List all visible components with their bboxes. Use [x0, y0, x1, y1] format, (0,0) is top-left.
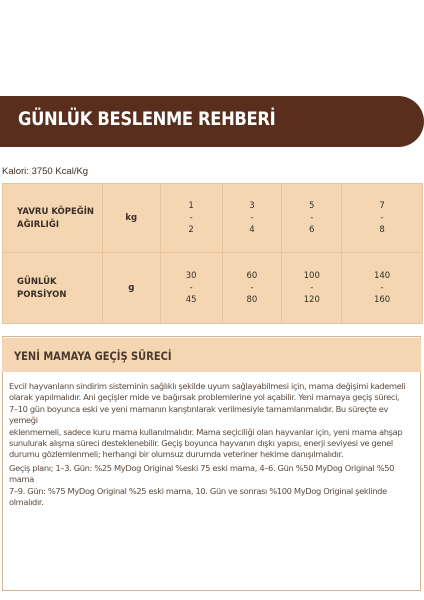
table-cell	[222, 253, 282, 324]
range-end: 120	[303, 295, 320, 305]
weight-label-line1: YAVRU KÖPEĞİN	[17, 206, 95, 217]
table-cell	[160, 184, 222, 253]
table-cell	[222, 184, 282, 253]
range-separator: -	[380, 283, 384, 293]
range-start: 1	[188, 201, 194, 211]
text-line: olarak yapılmalıdır. Ani geçişler mide ve bağırsak problemlerine yol açabilir. Yeni mamaya geçiş süreci,	[9, 392, 400, 403]
range-separator: -	[310, 213, 314, 223]
transition-title: YENİ MAMAYA GEÇİŞ SÜRECİ	[14, 349, 172, 363]
text-line: Geçiş planı; 1–3. Gün: %25 MyDog Original %eski 75 eski mama, 4–6. Gün %50 MyDog Original %50 mama	[9, 463, 395, 485]
range-end: 2	[188, 225, 194, 235]
range-start: 7	[379, 201, 385, 211]
table-cell	[282, 184, 342, 253]
table-cell	[282, 253, 342, 324]
portion-label-line1: GÜNLÜK	[17, 276, 57, 287]
text-line: Evcil hayvanların sindirim sisteminin sağlıklı şekilde uyum sağlayabilmesi için, mama değişimi kademeli	[9, 381, 406, 391]
weight-unit: kg	[102, 184, 160, 253]
range-end: 8	[379, 225, 385, 235]
range-separator: -	[380, 213, 384, 223]
feeding-table	[2, 183, 423, 324]
page-title: GÜNLÜK BESLENME REHBERİ	[18, 108, 276, 130]
range-start: 140	[373, 271, 391, 281]
range-separator: -	[310, 283, 314, 293]
text-line: 7–10 gün boyunca eski ve yeni mamanın karıştırılarak verilmesiyle tamamlanmalıdır. Bu süreçte ev yemeği	[9, 403, 389, 426]
range-start: 100	[303, 271, 320, 281]
range-separator: -	[250, 213, 254, 223]
text-line: durumu gözlemlenmeli; herhangi bir olumsuz durumda veteriner hekime danışılmalıdır.	[9, 449, 344, 460]
calorie-info: Kalori: 3750 Kcal/Kg	[2, 166, 89, 177]
range-start: 3	[249, 201, 255, 211]
portion-label	[3, 253, 103, 324]
text-line: sunulurak alışma süreci desteklenebilir. Geçiş boyunca hayvanın dışkı yapısı, enerji seviyesi ve genel	[9, 438, 393, 449]
transition-paragraph-2	[9, 463, 414, 509]
range-end: 45	[185, 295, 197, 305]
range-separator: -	[250, 283, 254, 293]
range-end: 80	[246, 295, 258, 305]
weight-label-line2: AĞIRLIĞI	[17, 219, 59, 230]
table-row-weight	[3, 184, 423, 253]
table-row-portion	[3, 253, 423, 324]
text-line: eklenmemeli, sadece kuru mama kullanılmalıdır. Mama seçiciliği olan hayvanlar için, yeni mama ahşap	[9, 426, 403, 437]
range-separator: -	[189, 283, 193, 293]
table-cell	[342, 184, 423, 253]
range-separator: -	[189, 213, 193, 223]
range-end: 6	[309, 225, 315, 235]
range-start: 30	[185, 271, 197, 281]
transition-paragraph-1	[9, 381, 414, 461]
range-start: 60	[246, 271, 258, 281]
text-line: 7–9. Gün: %75 MyDog Original %25 eski mama, 10. Gün ve sonrası %100 MyDog Original şeklinde olmalıdır.	[9, 485, 387, 508]
range-end: 4	[249, 225, 255, 235]
weight-label	[3, 184, 103, 253]
range-start: 5	[309, 201, 315, 211]
table-cell	[342, 253, 423, 324]
range-end: 160	[373, 295, 391, 305]
table-cell	[160, 253, 222, 324]
portion-unit: g	[102, 253, 160, 324]
portion-label-line2: PORSİYON	[17, 289, 67, 300]
